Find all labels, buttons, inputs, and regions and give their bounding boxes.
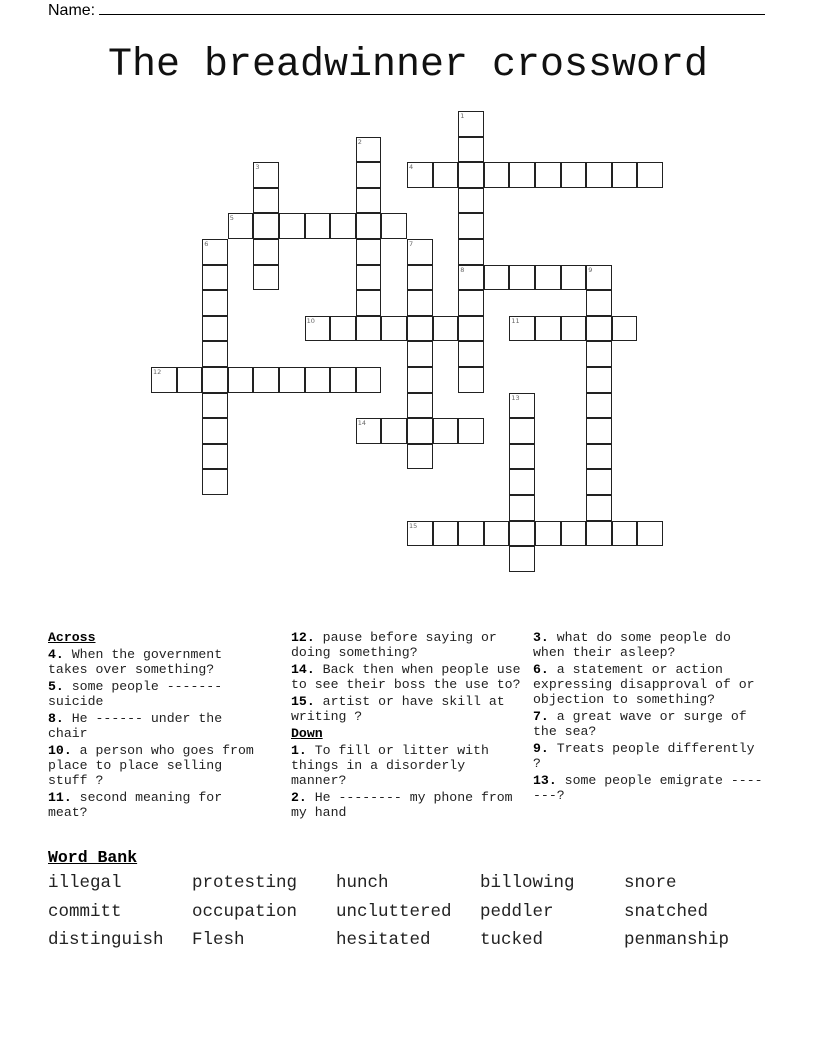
grid-cell[interactable] <box>458 418 484 444</box>
clue-across-10: 10. a person who goes from place to place selling stuff ? <box>48 742 254 789</box>
grid-cell[interactable] <box>253 188 279 214</box>
grid-cell[interactable] <box>407 239 433 265</box>
grid-cell[interactable] <box>253 239 279 265</box>
grid-cell[interactable] <box>407 316 433 342</box>
grid-cell[interactable] <box>330 367 356 393</box>
grid-cell[interactable] <box>458 265 484 291</box>
clue-across-5: 5. some people ------- suicide <box>48 679 223 710</box>
grid-cell[interactable] <box>356 290 382 316</box>
clue-number: 5 <box>229 214 234 223</box>
grid-cell[interactable] <box>637 521 663 547</box>
word-bank-word: billowing <box>480 873 575 893</box>
grid-cell[interactable] <box>586 162 612 188</box>
word-bank-word: occupation <box>192 901 298 922</box>
word-bank-heading: Word Bank <box>48 848 138 867</box>
word-bank-word: peddler <box>480 901 554 922</box>
clue-number: 7 <box>409 240 414 248</box>
grid-cell[interactable] <box>433 162 459 188</box>
grid-cell[interactable] <box>535 162 561 188</box>
grid-cell[interactable] <box>458 521 484 547</box>
grid-cell[interactable] <box>253 162 279 188</box>
across-heading: Across <box>48 630 96 645</box>
grid-cell[interactable] <box>509 444 535 470</box>
grid-cell[interactable] <box>561 162 587 188</box>
clues-column-1 <box>48 630 263 822</box>
grid-cell[interactable] <box>279 213 305 239</box>
word-bank-word: Flesh <box>192 930 245 950</box>
clue-number: 9 <box>588 265 593 274</box>
grid-cell[interactable] <box>356 188 382 214</box>
grid-cell[interactable] <box>586 341 612 367</box>
grid-cell[interactable] <box>407 418 433 444</box>
grid-cell[interactable] <box>407 162 433 188</box>
grid-cell[interactable] <box>407 367 433 393</box>
grid-cell[interactable] <box>586 495 612 521</box>
clue-number: 14 <box>357 419 367 428</box>
grid-cell[interactable] <box>458 213 484 239</box>
word-bank-word: uncluttered <box>336 901 452 922</box>
grid-cell[interactable] <box>202 290 228 316</box>
clue-across-11: 11. second meaning for meat? <box>48 790 223 821</box>
clue-number: 11 <box>511 316 520 325</box>
grid-cell[interactable] <box>433 521 459 547</box>
grid-cell[interactable] <box>305 316 331 342</box>
grid-cell[interactable] <box>586 290 612 316</box>
grid-cell[interactable] <box>253 213 279 239</box>
name-label: Name: <box>48 2 96 19</box>
clue-number: 13 <box>511 393 520 402</box>
clue-across-4: 4. When the government takes over something? <box>48 647 223 678</box>
grid-cell[interactable] <box>381 418 407 444</box>
grid-cell[interactable] <box>586 469 612 495</box>
grid-cell[interactable] <box>253 265 279 291</box>
clue-down-2: 2. He -------- my phone from my hand <box>291 790 513 821</box>
clues-column-2 <box>291 630 523 822</box>
clue-number: 12 <box>153 368 162 376</box>
grid-cell[interactable] <box>356 418 382 444</box>
grid-cell[interactable] <box>458 162 484 188</box>
clue-across-8: 8. He ------ under the chair <box>48 711 223 742</box>
clue-number: 6 <box>204 240 209 248</box>
grid-cell[interactable] <box>356 316 382 342</box>
grid-cell[interactable] <box>330 213 356 239</box>
grid-cell[interactable] <box>202 265 228 291</box>
grid-cell[interactable] <box>356 367 382 393</box>
grid-cell[interactable] <box>484 521 510 547</box>
grid-cell[interactable] <box>509 546 535 572</box>
grid-cell[interactable] <box>279 367 305 393</box>
grid-cell[interactable] <box>509 521 535 547</box>
grid-cell[interactable] <box>356 265 382 291</box>
clue-down-7: 7. a great wave or surge of the sea? <box>533 709 747 740</box>
grid-cell[interactable] <box>458 341 484 367</box>
grid-cell[interactable] <box>433 418 459 444</box>
clue-across-12: 12. pause before saying or doing something? <box>291 630 497 661</box>
grid-cell[interactable] <box>228 367 254 393</box>
grid-cell[interactable] <box>202 444 228 470</box>
clues-column-3 <box>533 630 768 805</box>
word-bank-word: illegal <box>48 873 122 893</box>
grid-cell[interactable] <box>407 341 433 367</box>
grid-cell[interactable] <box>202 418 228 444</box>
grid-cell[interactable] <box>228 213 254 239</box>
grid-cell[interactable] <box>535 265 561 291</box>
grid-cell[interactable] <box>586 393 612 419</box>
word-bank-word: hunch <box>336 873 389 893</box>
grid-cell[interactable] <box>202 367 228 393</box>
clue-number: 8 <box>460 265 465 274</box>
grid-cell[interactable] <box>202 341 228 367</box>
grid-cell[interactable] <box>509 495 535 521</box>
grid-cell[interactable] <box>177 367 203 393</box>
grid-cell[interactable] <box>356 137 382 163</box>
grid-cell[interactable] <box>612 162 638 188</box>
grid-cell[interactable] <box>509 162 535 188</box>
grid-cell[interactable] <box>253 367 279 393</box>
clue-number: 15 <box>409 521 418 530</box>
grid-cell[interactable] <box>637 162 663 188</box>
word-bank-word: hesitated <box>336 930 431 950</box>
grid-cell[interactable] <box>509 469 535 495</box>
grid-cell[interactable] <box>509 316 535 342</box>
grid-cell[interactable] <box>356 213 382 239</box>
clue-down-3: 3. what do some people do when their asleep? <box>533 630 731 661</box>
grid-cell[interactable] <box>305 213 331 239</box>
grid-cell[interactable] <box>356 162 382 188</box>
word-bank-word: snore <box>624 873 677 893</box>
grid-cell[interactable] <box>458 290 484 316</box>
grid-cell[interactable] <box>407 265 433 291</box>
grid-cell[interactable] <box>202 469 228 495</box>
grid-cell[interactable] <box>458 316 484 342</box>
clue-number: 10 <box>306 316 315 325</box>
grid-cell[interactable] <box>407 521 433 547</box>
grid-cell[interactable] <box>586 265 612 291</box>
grid-cell[interactable] <box>407 290 433 316</box>
grid-cell[interactable] <box>586 418 612 444</box>
grid-cell[interactable] <box>509 418 535 444</box>
clue-across-14: 14. Back then when people use to see their boss the use to? <box>291 661 521 693</box>
grid-cell[interactable] <box>509 393 535 419</box>
grid-cell[interactable] <box>202 316 228 342</box>
grid-cell[interactable] <box>612 316 638 342</box>
clue-down-13: 13. some people emigrate -------? <box>533 772 763 804</box>
grid-cell[interactable] <box>561 316 587 342</box>
clue-number: 1 <box>460 112 465 120</box>
grid-cell[interactable] <box>458 137 484 163</box>
grid-cell[interactable] <box>612 521 638 547</box>
grid-cell[interactable] <box>381 213 407 239</box>
grid-cell[interactable] <box>484 162 510 188</box>
grid-cell[interactable] <box>586 316 612 342</box>
grid-cell[interactable] <box>305 367 331 393</box>
grid-cell[interactable] <box>458 239 484 265</box>
grid-cell[interactable] <box>509 265 535 291</box>
grid-cell[interactable] <box>151 367 177 393</box>
grid-cell[interactable] <box>561 521 587 547</box>
grid-cell[interactable] <box>433 316 459 342</box>
clue-number: 2 <box>357 137 362 146</box>
grid-cell[interactable] <box>330 316 356 342</box>
down-heading: Down <box>291 725 323 741</box>
grid-cell[interactable] <box>535 521 561 547</box>
word-bank-word: distinguish <box>48 930 164 950</box>
grid-cell[interactable] <box>535 316 561 342</box>
clue-number: 4 <box>409 163 414 172</box>
grid-cell[interactable] <box>407 393 433 419</box>
grid-cell[interactable] <box>484 265 510 291</box>
grid-cell[interactable] <box>586 444 612 470</box>
word-bank-word: committ <box>48 901 122 922</box>
grid-cell[interactable] <box>202 393 228 419</box>
clue-down-1: 1. To fill or litter with things in a disorderly manner? <box>291 742 489 789</box>
clue-number: 3 <box>255 163 260 172</box>
grid-cell[interactable] <box>407 444 433 470</box>
word-bank-word: snatched <box>624 901 709 922</box>
grid-cell[interactable] <box>458 188 484 214</box>
clue-across-15: 15. artist or have skill at writing ? <box>291 693 505 725</box>
word-bank-word: tucked <box>480 930 544 950</box>
grid-cell[interactable] <box>356 239 382 265</box>
clue-down-9: 9. Treats people differently ? <box>533 740 755 772</box>
grid-cell[interactable] <box>561 265 587 291</box>
word-bank-word: protesting <box>192 873 298 893</box>
word-bank-word: penmanship <box>624 930 730 950</box>
clue-down-6: 6. a statement or action expressing disapproval of or objection to something? <box>533 661 755 708</box>
grid-cell[interactable] <box>458 367 484 393</box>
grid-cell[interactable] <box>586 521 612 547</box>
grid-cell[interactable] <box>381 316 407 342</box>
grid-cell[interactable] <box>586 367 612 393</box>
grid-cell[interactable] <box>202 239 228 265</box>
page-title: The breadwinner crossword <box>107 43 709 88</box>
grid-cell[interactable] <box>458 111 484 137</box>
